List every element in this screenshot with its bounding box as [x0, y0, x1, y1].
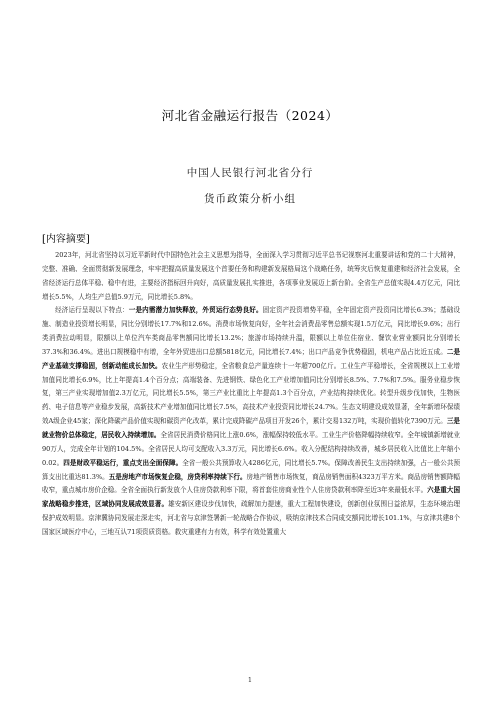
author-group: 货币政策分析小组 [204, 193, 296, 205]
feature-heading-4: 四是财政平稳运行，重点支出全面保障。 [63, 458, 183, 467]
feature-heading-3: 三是就业物价总体稳定，居民收入持续增加。 [42, 417, 460, 439]
abstract-heading: [内容摘要] [42, 234, 90, 245]
features-intro: 经济运行呈现以下特点： [55, 306, 129, 315]
feature-text-4: 全省一般公共预算收入4286亿元，同比增长5.7%。保障改善民生支出持续加强，占一般公共预算支出比重达81.3%。 [42, 458, 460, 481]
feature-text-5: 房地产销售市场恢复，商品房销售面积4323万平方米。商品房销售额降幅收窄，重点城市房价企稳。全省全面执行新发放个人住房贷款利率下限，将首套住房商业性个人住房贷款利率降至近3年来最低水平。 [42, 472, 460, 495]
author-organization: 中国人民银行河北省分行 [186, 167, 314, 179]
report-title: 河北省金融运行报告（2024） [161, 108, 339, 123]
feature-text-2: 农业生产形势稳定，全省粮食总产量连续十一年超700亿斤。工业生产平稳增长，全省规模以上工业增加值同比增长6.9%，比上年提高1.4个百分点；高端装备、先进钢铁、绿色化工产业增加值同比分别增长8.5%、7.7%和7.5%。服务业稳步恢复，第三产业实现增加值2.3万亿元，同比增长5.5%，第三产业比重比上年提高1.3个百分点，产业结构持续优化。转型升级步伐加快，生物医药、电子信息等产业稳步发展，高新技术产业增加值同比增长7.5%，高技术产业投资同比增长24.7%。生态文明建设成效显著，全年新增环保绩效A级企业45家；深化降碳产品价值实现和碳资产化改革，累计完成降碳产品项目开发26个，累计交易132万吨，实现价值转化7390万元。 [42, 361, 460, 426]
page-number: 1 [247, 676, 253, 684]
feature-text-3: 全省居民消费价格同比上涨0.6%，涨幅保持较低水平。工业生产价格降幅持续收窄。全年城镇新增就业90万人，完成全年计划的104.5%。全省居民人均可支配收入3.3万元，同比增长6.6%。收入分配结构持续改善，城乡居民收入比值比上年缩小0.02。 [42, 430, 460, 467]
feature-text-6: 雄安新区建设步伐加快，疏解加力提速，重大工程加快建设，创新创业氛围日益浓厚，生态环境治理保护成效明显。京津冀协同发展走深走实，河北省与京津签署新一轮战略合作协议，吸纳京津技术合同成交额同比增长101.1%，与京津共建8个国家区域医疗中心，三地互认71项资质资格。救灾重建有力有效，科学有效处置重大 [42, 500, 460, 536]
abstract-paragraph-1: 2023年，河北省坚持以习近平新时代中国特色社会主义思想为指导，全面深入学习贯彻习近平总书记视察河北重要讲话和党的二十大精神，完整、准确、全面贯彻新发展理念，牢牢把握高质量发展这个首要任务和构建新发展格局这个战略任务，统筹灾后恢复重建和经济社会发展，全省经济运行总体平稳、稳中有进，主要经济指标回升向好，高质量发展扎实推进，各项事业发展迈上新台阶。全省生产总值实现4.4万亿元，同比增长5.5%，人均生产总值5.9万元，同比增长5.8%。 [42, 251, 460, 301]
feature-heading-6: 六是重大国家战略稳步推进，区域协同发展成效显著。 [42, 486, 460, 509]
feature-text-1: 固定资产投资增势平稳，全年固定资产投资同比增长6.3%；基础设施、制造业投资增长明显，同比分别增长17.7%和12.6%。消费市场恢复向好，全年社会消费品零售总额实现1.5万亿元，同比增长9.6%；出行类消费拉动明显，限额以上单位汽车类商品零售额同比增长13.2%；旅游市场持续升温，限额以上单位住宿业、餐饮业营业额同比分别增长37.3%和36.4%。进出口规模稳中有增，全年外贸进出口总额5818亿元，同比增长7.4%；出口产品竞争优势稳固，机电产品占比近五成。 [42, 306, 460, 356]
feature-heading-1: 一是内需潜力加快释放，外贸运行态势良好。 [128, 306, 263, 315]
feature-heading-5: 五是房地产市场恢复企稳，房贷利率持续下行。 [108, 472, 247, 481]
feature-heading-2: 二是产业基础支撑稳固，创新动能成长加快。 [42, 347, 460, 370]
abstract-paragraph-2 [42, 304, 460, 539]
abstract-body [42, 249, 460, 540]
